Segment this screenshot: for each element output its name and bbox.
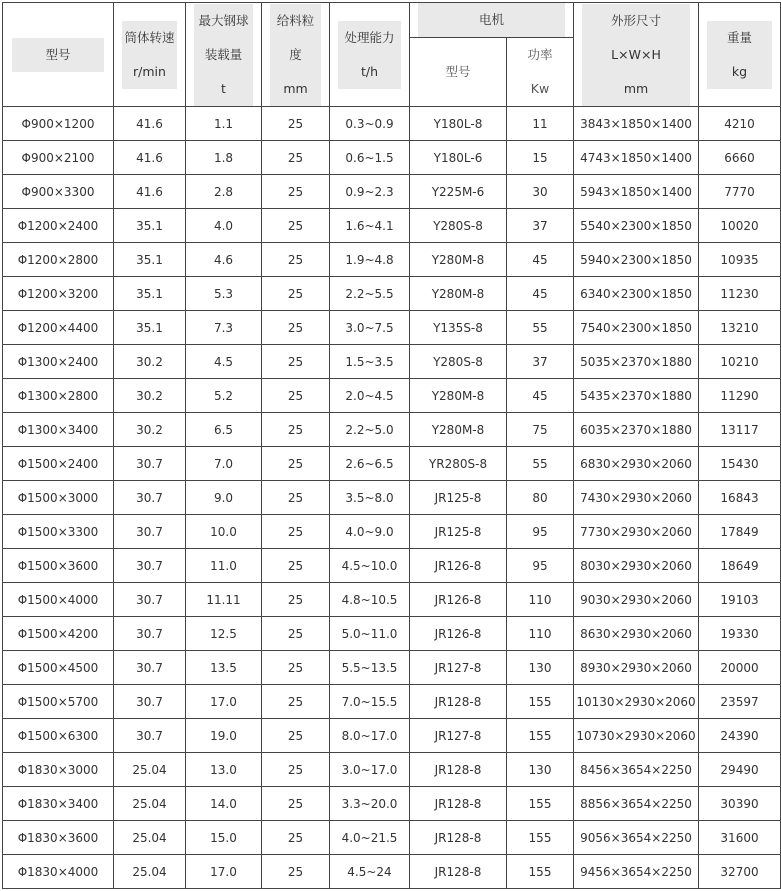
cell-motor-power: 80 <box>507 481 574 515</box>
cell-ball-load: 2.8 <box>186 175 262 209</box>
cell-dimensions: 5943×1850×1400 <box>574 175 699 209</box>
cell-feed-size: 25 <box>262 651 330 685</box>
header-model-cell <box>3 3 114 107</box>
cell-dimensions: 7730×2930×2060 <box>574 515 699 549</box>
cell-speed: 30.7 <box>114 549 186 583</box>
cell-weight: 24390 <box>699 719 781 753</box>
cell-speed: 25.04 <box>114 753 186 787</box>
cell-motor-model: JR127-8 <box>410 651 507 685</box>
cell-ball-load: 11.11 <box>186 583 262 617</box>
cell-dimensions: 5035×2370×1880 <box>574 345 699 379</box>
cell-dimensions: 9056×3654×2250 <box>574 821 699 855</box>
table-row <box>3 345 781 379</box>
table-row <box>3 379 781 413</box>
cell-ball-load: 1.1 <box>186 107 262 141</box>
cell-motor-power: 95 <box>507 515 574 549</box>
cell-weight: 18649 <box>699 549 781 583</box>
header-capacity-cell <box>330 3 410 107</box>
cell-model: Φ1500×3000 <box>3 481 114 515</box>
cell-speed: 30.7 <box>114 617 186 651</box>
cell-feed-size: 25 <box>262 685 330 719</box>
cell-capacity: 4.8~10.5 <box>330 583 410 617</box>
cell-motor-power: 37 <box>507 209 574 243</box>
cell-capacity: 5.5~13.5 <box>330 651 410 685</box>
cell-weight: 19103 <box>699 583 781 617</box>
cell-feed-size: 25 <box>262 821 330 855</box>
table-row <box>3 855 781 889</box>
cell-feed-size: 25 <box>262 719 330 753</box>
cell-capacity: 1.9~4.8 <box>330 243 410 277</box>
table-row <box>3 821 781 855</box>
cell-motor-power: 95 <box>507 549 574 583</box>
cell-capacity: 3.0~7.5 <box>330 311 410 345</box>
header-feed-unit: mm <box>283 80 308 96</box>
cell-ball-load: 10.0 <box>186 515 262 549</box>
cell-speed: 30.7 <box>114 719 186 753</box>
cell-weight: 10020 <box>699 209 781 243</box>
cell-feed-size: 25 <box>262 413 330 447</box>
cell-weight: 29490 <box>699 753 781 787</box>
cell-feed-size: 25 <box>262 549 330 583</box>
table-row <box>3 243 781 277</box>
cell-feed-size: 25 <box>262 311 330 345</box>
table-row <box>3 481 781 515</box>
cell-feed-size: 25 <box>262 787 330 821</box>
cell-speed: 41.6 <box>114 175 186 209</box>
cell-capacity: 1.6~4.1 <box>330 209 410 243</box>
header-speed-cell <box>114 3 186 107</box>
cell-feed-size: 25 <box>262 107 330 141</box>
cell-dimensions: 6830×2930×2060 <box>574 447 699 481</box>
cell-model: Φ1500×4200 <box>3 617 114 651</box>
cell-motor-model: JR128-8 <box>410 753 507 787</box>
cell-motor-power: 155 <box>507 685 574 719</box>
cell-capacity: 2.0~4.5 <box>330 379 410 413</box>
cell-dimensions: 9456×3654×2250 <box>574 855 699 889</box>
header-speed-unit: r/min <box>133 63 166 79</box>
header-dimensions-unit: mm <box>623 80 649 96</box>
header-motor-power-unit: Kw <box>530 81 550 96</box>
cell-motor-power: 155 <box>507 821 574 855</box>
cell-feed-size: 25 <box>262 209 330 243</box>
cell-ball-load: 19.0 <box>186 719 262 753</box>
cell-model: Φ900×2100 <box>3 141 114 175</box>
table-row <box>3 583 781 617</box>
cell-dimensions: 8456×3654×2250 <box>574 753 699 787</box>
table-row <box>3 209 781 243</box>
cell-model: Φ1500×6300 <box>3 719 114 753</box>
cell-ball-load: 7.3 <box>186 311 262 345</box>
header-capacity-label: 处理能力 <box>344 29 395 45</box>
cell-motor-model: JR128-8 <box>410 685 507 719</box>
header-weight-cell <box>699 3 781 107</box>
table-row <box>3 447 781 481</box>
cell-weight: 6660 <box>699 141 781 175</box>
cell-capacity: 3.3~20.0 <box>330 787 410 821</box>
header-dimensions-label: 外形尺寸 <box>611 12 662 28</box>
cell-ball-load: 9.0 <box>186 481 262 515</box>
cell-speed: 30.7 <box>114 515 186 549</box>
cell-motor-model: JR126-8 <box>410 549 507 583</box>
cell-capacity: 4.0~21.5 <box>330 821 410 855</box>
header-feed-cell <box>262 3 330 107</box>
table-row <box>3 787 781 821</box>
cell-model: Φ1200×4400 <box>3 311 114 345</box>
cell-capacity: 1.5~3.5 <box>330 345 410 379</box>
header-dimensions-formula: L×W×H <box>611 46 661 62</box>
cell-motor-model: Y280S-8 <box>410 345 507 379</box>
cell-model: Φ1300×2400 <box>3 345 114 379</box>
cell-weight: 32700 <box>699 855 781 889</box>
cell-feed-size: 25 <box>262 243 330 277</box>
cell-capacity: 0.9~2.3 <box>330 175 410 209</box>
cell-weight: 15430 <box>699 447 781 481</box>
cell-weight: 17849 <box>699 515 781 549</box>
table-row <box>3 311 781 345</box>
cell-dimensions: 10130×2930×2060 <box>574 685 699 719</box>
cell-motor-power: 37 <box>507 345 574 379</box>
cell-model: Φ1200×3200 <box>3 277 114 311</box>
cell-feed-size: 25 <box>262 753 330 787</box>
cell-feed-size: 25 <box>262 583 330 617</box>
cell-weight: 11230 <box>699 277 781 311</box>
cell-weight: 23597 <box>699 685 781 719</box>
cell-dimensions: 5540×2300×1850 <box>574 209 699 243</box>
cell-feed-size: 25 <box>262 141 330 175</box>
cell-model: Φ1300×2800 <box>3 379 114 413</box>
header-feed-label: 给料粒 <box>276 12 315 28</box>
table-row <box>3 277 781 311</box>
cell-model: Φ1500×4000 <box>3 583 114 617</box>
header-feed-label2: 度 <box>289 46 302 62</box>
cell-weight: 10210 <box>699 345 781 379</box>
cell-model: Φ1500×2400 <box>3 447 114 481</box>
cell-motor-model: JR125-8 <box>410 515 507 549</box>
cell-speed: 35.1 <box>114 243 186 277</box>
header-motor-model: 型号 <box>445 64 471 79</box>
cell-motor-model: Y225M-6 <box>410 175 507 209</box>
cell-motor-model: JR127-8 <box>410 719 507 753</box>
cell-feed-size: 25 <box>262 345 330 379</box>
cell-weight: 30390 <box>699 787 781 821</box>
cell-weight: 11290 <box>699 379 781 413</box>
cell-speed: 30.7 <box>114 481 186 515</box>
cell-model: Φ1830×4000 <box>3 855 114 889</box>
table-body <box>3 107 781 889</box>
cell-dimensions: 6035×2370×1880 <box>574 413 699 447</box>
cell-model: Φ1500×4500 <box>3 651 114 685</box>
cell-feed-size: 25 <box>262 175 330 209</box>
cell-capacity: 4.0~9.0 <box>330 515 410 549</box>
cell-motor-power: 155 <box>507 787 574 821</box>
cell-model: Φ1300×3400 <box>3 413 114 447</box>
cell-model: Φ1830×3000 <box>3 753 114 787</box>
cell-speed: 30.2 <box>114 345 186 379</box>
cell-capacity: 8.0~17.0 <box>330 719 410 753</box>
cell-speed: 25.04 <box>114 855 186 889</box>
header-capacity-unit: t/h <box>360 63 379 79</box>
cell-model: Φ1200×2400 <box>3 209 114 243</box>
cell-weight: 13117 <box>699 413 781 447</box>
cell-dimensions: 8630×2930×2060 <box>574 617 699 651</box>
cell-feed-size: 25 <box>262 277 330 311</box>
cell-model: Φ1830×3400 <box>3 787 114 821</box>
cell-ball-load: 1.8 <box>186 141 262 175</box>
table-row <box>3 617 781 651</box>
table-row <box>3 685 781 719</box>
cell-capacity: 2.2~5.0 <box>330 413 410 447</box>
header-weight-unit: kg <box>731 63 748 79</box>
cell-dimensions: 7430×2930×2060 <box>574 481 699 515</box>
cell-ball-load: 13.5 <box>186 651 262 685</box>
header-weight-label: 重量 <box>727 29 753 45</box>
cell-speed: 41.6 <box>114 141 186 175</box>
cell-motor-model: JR126-8 <box>410 617 507 651</box>
cell-motor-model: Y180L-6 <box>410 141 507 175</box>
cell-model: Φ1200×2800 <box>3 243 114 277</box>
cell-motor-power: 110 <box>507 617 574 651</box>
cell-ball-load: 4.5 <box>186 345 262 379</box>
cell-motor-model: Y280M-8 <box>410 413 507 447</box>
cell-ball-load: 4.0 <box>186 209 262 243</box>
cell-capacity: 0.3~0.9 <box>330 107 410 141</box>
cell-feed-size: 25 <box>262 855 330 889</box>
cell-motor-power: 45 <box>507 243 574 277</box>
cell-dimensions: 8930×2930×2060 <box>574 651 699 685</box>
cell-capacity: 2.6~6.5 <box>330 447 410 481</box>
cell-motor-model: Y280M-8 <box>410 379 507 413</box>
cell-capacity: 3.0~17.0 <box>330 753 410 787</box>
cell-motor-power: 45 <box>507 379 574 413</box>
cell-ball-load: 5.2 <box>186 379 262 413</box>
cell-motor-model: YR280S-8 <box>410 447 507 481</box>
cell-capacity: 3.5~8.0 <box>330 481 410 515</box>
cell-dimensions: 7540×2300×1850 <box>574 311 699 345</box>
table-row <box>3 107 781 141</box>
cell-motor-model: JR128-8 <box>410 855 507 889</box>
cell-motor-model: Y280M-8 <box>410 277 507 311</box>
cell-speed: 35.1 <box>114 311 186 345</box>
cell-motor-model: JR126-8 <box>410 583 507 617</box>
header-motor-model-cell <box>410 38 507 107</box>
header-ballload-unit: t <box>221 80 226 96</box>
cell-speed: 30.7 <box>114 685 186 719</box>
cell-model: Φ900×1200 <box>3 107 114 141</box>
cell-motor-power: 155 <box>507 855 574 889</box>
header-speed-label: 筒体转速 <box>124 29 175 45</box>
cell-motor-power: 15 <box>507 141 574 175</box>
cell-motor-power: 55 <box>507 447 574 481</box>
cell-model: Φ1500×5700 <box>3 685 114 719</box>
cell-dimensions: 8856×3654×2250 <box>574 787 699 821</box>
header-ballload-cell <box>186 3 262 107</box>
cell-ball-load: 7.0 <box>186 447 262 481</box>
cell-weight: 16843 <box>699 481 781 515</box>
header-ballload-label2: 装载量 <box>204 46 243 62</box>
table-row <box>3 651 781 685</box>
cell-dimensions: 10730×2930×2060 <box>574 719 699 753</box>
cell-motor-power: 130 <box>507 753 574 787</box>
cell-motor-power: 11 <box>507 107 574 141</box>
header-dimensions-cell <box>574 3 699 107</box>
cell-ball-load: 12.5 <box>186 617 262 651</box>
cell-motor-power: 155 <box>507 719 574 753</box>
table-row <box>3 549 781 583</box>
cell-motor-model: Y280M-8 <box>410 243 507 277</box>
cell-motor-power: 45 <box>507 277 574 311</box>
table-row <box>3 175 781 209</box>
cell-capacity: 4.5~24 <box>330 855 410 889</box>
cell-dimensions: 3843×1850×1400 <box>574 107 699 141</box>
table-row <box>3 413 781 447</box>
cell-weight: 19330 <box>699 617 781 651</box>
cell-feed-size: 25 <box>262 515 330 549</box>
cell-model: Φ1500×3600 <box>3 549 114 583</box>
cell-ball-load: 15.0 <box>186 821 262 855</box>
cell-dimensions: 9030×2930×2060 <box>574 583 699 617</box>
cell-speed: 30.7 <box>114 583 186 617</box>
cell-capacity: 2.2~5.5 <box>330 277 410 311</box>
header-motor-cell <box>410 3 574 38</box>
cell-motor-power: 30 <box>507 175 574 209</box>
cell-motor-power: 75 <box>507 413 574 447</box>
table-row <box>3 719 781 753</box>
cell-dimensions: 5940×2300×1850 <box>574 243 699 277</box>
cell-weight: 20000 <box>699 651 781 685</box>
cell-speed: 25.04 <box>114 821 186 855</box>
cell-speed: 30.2 <box>114 413 186 447</box>
cell-motor-model: JR125-8 <box>410 481 507 515</box>
cell-motor-power: 110 <box>507 583 574 617</box>
cell-ball-load: 5.3 <box>186 277 262 311</box>
cell-speed: 25.04 <box>114 787 186 821</box>
cell-motor-model: Y280S-8 <box>410 209 507 243</box>
cell-speed: 30.7 <box>114 447 186 481</box>
cell-motor-power: 55 <box>507 311 574 345</box>
cell-speed: 35.1 <box>114 209 186 243</box>
cell-speed: 30.7 <box>114 651 186 685</box>
cell-dimensions: 5435×2370×1880 <box>574 379 699 413</box>
cell-capacity: 0.6~1.5 <box>330 141 410 175</box>
header-motor-power-label: 功率 <box>527 47 553 62</box>
cell-dimensions: 6340×2300×1850 <box>574 277 699 311</box>
cell-weight: 13210 <box>699 311 781 345</box>
cell-ball-load: 13.0 <box>186 753 262 787</box>
cell-model: Φ1830×3600 <box>3 821 114 855</box>
header-motor-power-cell <box>507 38 574 107</box>
cell-dimensions: 4743×1850×1400 <box>574 141 699 175</box>
table-row <box>3 515 781 549</box>
cell-speed: 30.2 <box>114 379 186 413</box>
cell-ball-load: 17.0 <box>186 685 262 719</box>
cell-motor-model: JR128-8 <box>410 787 507 821</box>
cell-speed: 35.1 <box>114 277 186 311</box>
cell-feed-size: 25 <box>262 379 330 413</box>
cell-speed: 41.6 <box>114 107 186 141</box>
cell-ball-load: 11.0 <box>186 549 262 583</box>
cell-motor-power: 130 <box>507 651 574 685</box>
cell-weight: 4210 <box>699 107 781 141</box>
cell-capacity: 4.5~10.0 <box>330 549 410 583</box>
header-motor: 电机 <box>418 3 565 37</box>
spec-table <box>2 2 781 889</box>
table-row <box>3 753 781 787</box>
cell-motor-model: Y135S-8 <box>410 311 507 345</box>
cell-feed-size: 25 <box>262 617 330 651</box>
cell-feed-size: 25 <box>262 447 330 481</box>
cell-capacity: 7.0~15.5 <box>330 685 410 719</box>
cell-weight: 10935 <box>699 243 781 277</box>
cell-ball-load: 4.6 <box>186 243 262 277</box>
header-model: 型号 <box>12 38 104 72</box>
cell-model: Φ900×3300 <box>3 175 114 209</box>
cell-motor-model: JR128-8 <box>410 821 507 855</box>
cell-motor-model: Y180L-8 <box>410 107 507 141</box>
cell-capacity: 5.0~11.0 <box>330 617 410 651</box>
cell-ball-load: 14.0 <box>186 787 262 821</box>
cell-model: Φ1500×3300 <box>3 515 114 549</box>
header-ballload-label: 最大钢球 <box>198 12 249 28</box>
cell-ball-load: 17.0 <box>186 855 262 889</box>
cell-dimensions: 8030×2930×2060 <box>574 549 699 583</box>
cell-weight: 31600 <box>699 821 781 855</box>
cell-feed-size: 25 <box>262 481 330 515</box>
table-row <box>3 141 781 175</box>
cell-weight: 7770 <box>699 175 781 209</box>
cell-ball-load: 6.5 <box>186 413 262 447</box>
